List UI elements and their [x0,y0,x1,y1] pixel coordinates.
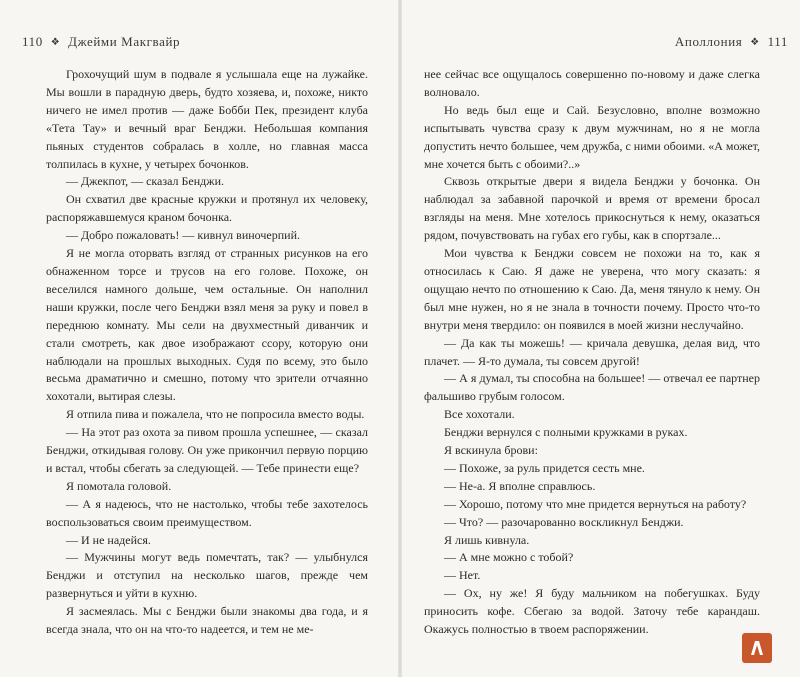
paragraph: — А мне можно с тобой? [444,550,574,565]
paragraph: Я вскинула брови: [444,443,538,458]
paragraph: Но ведь был еще и Сай. Безусловно, вполне возможно испытывать чувства сразу к двум мужчинам, но я не могла допустить нечто большее, чем дружба, с ними обоими. «А может, мне хочется быть с обоими?..» [424,102,760,171]
paragraph: нее сейчас все ощущалось совершенно по-новому и даже слегка волновало. [424,67,760,99]
right-page-body [424,66,760,639]
paragraph: Он схватил две красные кружки и протянул их человеку, распоряжавшемуся краном бочонка. [46,192,368,225]
paragraph: Бенджи вернулся с полными кружками в руках. [444,425,688,440]
author-name: Джейми Макгвайр [68,34,181,49]
paragraph: — Джекпот, — сказал Бенджи. [66,174,224,189]
paragraph: — Мужчины могут ведь помечтать, так? — улыбнулся Бенджи и отступил на несколько шагов, прежде чем развернуться и уйти в кухню. [46,550,368,601]
paragraph: Все хохотали. [444,407,515,422]
right-page [402,0,800,677]
paragraph: — Ох, ну же! Я буду мальчиком на побегушках. Буду приносить кофе. Сбегаю за водой. Заточу тебе карандаш. Окажусь полностью в твоем распоряжении. [424,586,760,637]
paragraph: Я помотала головой. [66,478,172,493]
ornament-icon: ❖ [50,37,61,48]
paragraph: — На этот раз охота за пивом прошла успешнее, — сказал Бенджи, откидывая голову. Он уже прикончил первую порцию и встал, чтобы сбегать за следующей. — Тебе принести еще? [46,425,368,475]
paragraph: — И не надейся. [66,532,151,547]
paragraph: Я лишь кивнула. [444,532,530,547]
left-page [0,0,398,677]
left-running-header [22,34,180,50]
paragraph: — А я надеюсь, что не настолько, чтобы тебе захотелось воспользоваться своим преимуществом. [46,496,368,529]
paragraph: Сквозь открытые двери я видела Бенджи у бочонка. Он наблюдал за забавной парочкой и время от времени бросал взгляды на меня. Мне хотелось прикоснуться к нему, оказаться рядом, почувствовать на губах его губы, как в спортзале... [424,174,760,243]
book-title: Аполлония [674,34,743,49]
paragraph: — Добро пожаловать! — кивнул виночерпий. [66,228,300,243]
paragraph: Я не могла оторвать взгляд от странных рисунков на его обнаженном торсе и трусов на его голове. Похоже, он веселился намного дольше, чем остальные. Он наполнил наши кружки, после чего Бенджи взял меня за руку и повел в переднюю комнату. Мы сели на двухместный диванчик и стали смотреть, как двое изображают ссору, которую они наблюдали на прошлых выходных. Судя по всему, это было весьма драматично и смешно, потому что зрители отчаянно хохотали, вытирая слезы. [46,246,368,404]
left-page-number: 110 [22,34,43,49]
paragraph: Я отпила пива и пожалела, что не попросила вместо воды. [66,407,365,422]
right-running-header [675,34,788,50]
paragraph: — Нет. [444,568,481,583]
paragraph: — А я думал, ты способна на большее! — отвечал ее партнер фальшиво грубым голосом. [424,371,760,404]
right-page-number: 111 [767,34,788,49]
paragraph: — Не-а. Я вполне справлюсь. [444,478,596,493]
paragraph: — Что? — разочарованно воскликнул Бенджи. [444,514,684,529]
paragraph: — Похоже, за руль придется сесть мне. [444,460,645,475]
publisher-logo-icon [746,637,768,659]
paragraph: — Хорошо, потому что мне придется вернуться на работу? [444,496,747,511]
paragraph: Грохочущий шум в подвале я услышала еще на лужайке. Мы вошли в парадную дверь, будто хозяева, и, похоже, никто ничего не имел против — даже Бобби Пек, президент клуба «Тета Тау» и вечный враг Бенджи. Небольшая компания пьяных студентов собралась в холле, но главная масса толпилась в кухне, у четырех бочонков. [46,67,368,171]
paragraph: Мои чувства к Бенджи совсем не похожи на то, как я относилась к Саю. Я даже не уверена, что могу сказать: я ощущаю нечто по отношению к Саю. Да, меня тянуло к нему. Он был мне нужен, но я не знала в точности почему. Просто что-то внутри меня твердило: он появился в моей жизни неслучайно. [424,246,760,332]
paragraph: — Да как ты можешь! — кричала девушка, делая вид, что плачет. — Я-то думала, ты совсем другой! [424,335,760,368]
ornament-icon: ❖ [750,37,760,48]
publisher-logo [742,633,772,663]
left-page-body [46,66,368,639]
paragraph: Я засмеялась. Мы с Бенджи были знакомы два года, и я всегда знала, что он на что-то надеется, и тем не ме- [46,604,368,637]
